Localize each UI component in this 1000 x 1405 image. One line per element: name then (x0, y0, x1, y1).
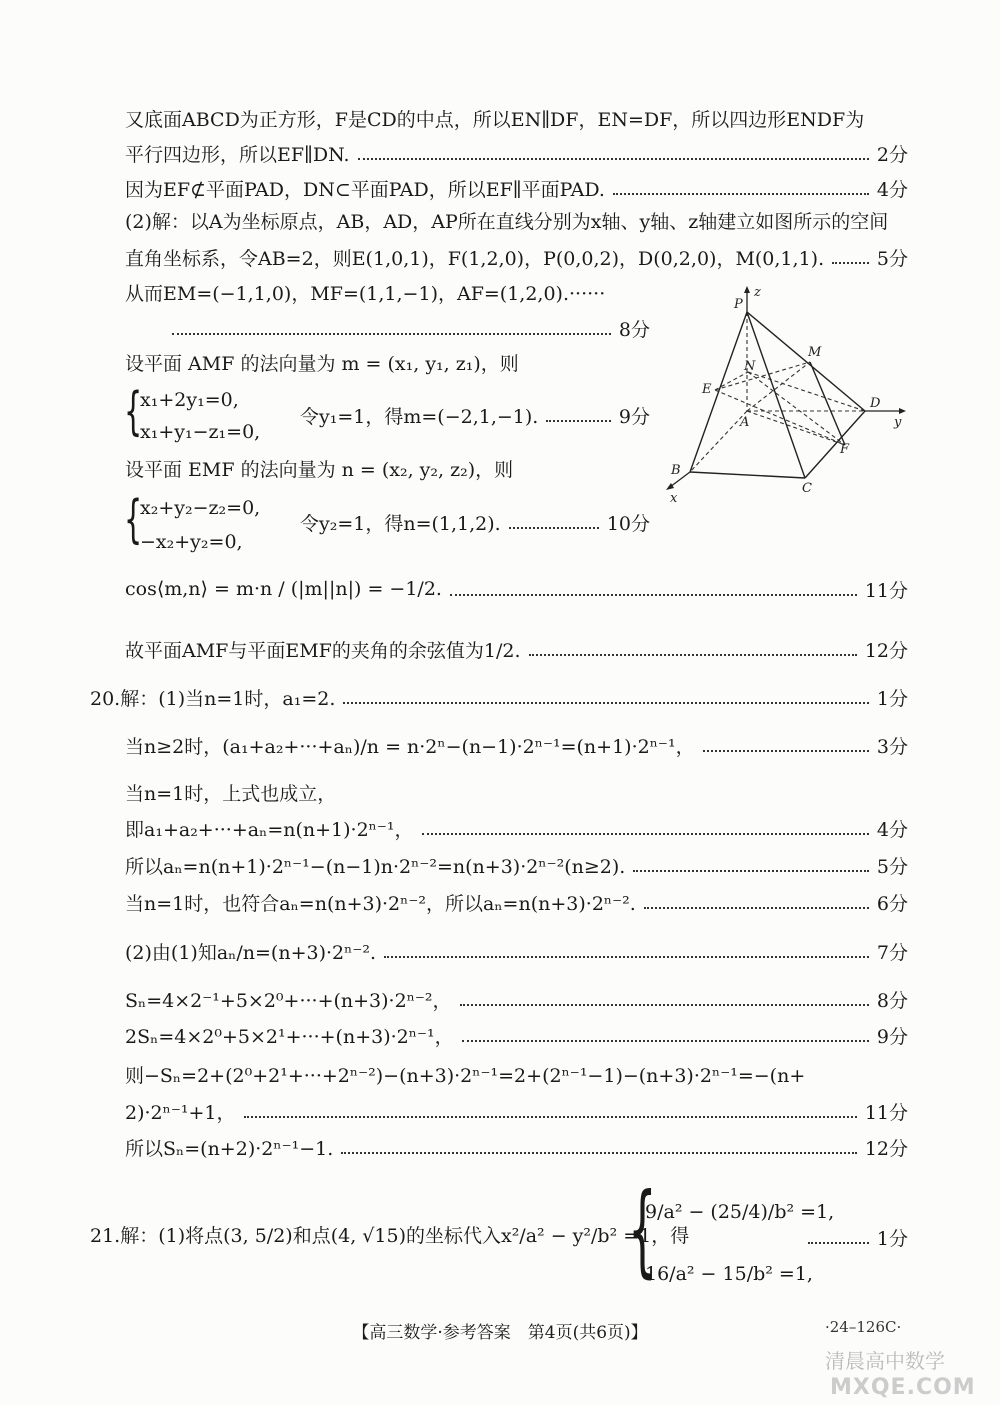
text-line: 又底面ABCD为正方形，F是CD的中点，所以EN∥DF，EN=DF，所以四边形ENDF为 (125, 109, 865, 131)
text-line: 设平面 EMF 的法向量为 n = (x₂, y₂, z₂)，则 (125, 459, 514, 481)
step-text: 当n≥2时，(a₁+a₂+···+aₙ)/n = n·2ⁿ−(n−1)·2ⁿ⁻¹=(n+1)·2ⁿ⁻¹， (125, 735, 695, 758)
leader-dots (358, 158, 869, 160)
step-text: 所以Sₙ=(n+2)·2ⁿ⁻¹−1. (125, 1137, 334, 1160)
score: 5分 (876, 855, 908, 878)
score: 4分 (876, 818, 908, 841)
svg-text:P: P (734, 297, 743, 312)
step-row (300, 402, 650, 428)
svg-text:y: y (894, 415, 902, 430)
step-text: 令y₁=1，得m=(−2,1,−1). (300, 405, 539, 428)
score: 7分 (876, 941, 908, 964)
step-row (125, 986, 908, 1012)
score: 4分 (876, 178, 908, 201)
score: 9分 (618, 405, 650, 428)
step-text: 20.解：(1)当n=1时，a₁=2. (90, 687, 336, 710)
step-row (808, 1224, 908, 1250)
step-text: 当n=1时，也符合aₙ=n(n+3)·2ⁿ⁻²，所以aₙ=n(n+3)·2ⁿ⁻². (125, 892, 636, 915)
leader-dots (384, 956, 869, 958)
step-text: 2Sₙ=4×2⁰+5×2¹+···+(n+3)·2ⁿ⁻¹， (125, 1025, 454, 1048)
equation: x₁+2y₁=0, (140, 389, 239, 411)
leader-dots (460, 1004, 869, 1006)
svg-text:F: F (840, 442, 850, 457)
pyramid-figure (660, 280, 910, 510)
step-row (125, 889, 908, 915)
leader-dots (613, 193, 869, 195)
score: 12分 (864, 639, 908, 662)
score: 1分 (876, 687, 908, 710)
leader-dots (644, 907, 869, 909)
watermark-text: 清晨高中数学 (825, 1349, 945, 1373)
step-row (125, 732, 908, 758)
leader-dots (450, 594, 857, 596)
score: 1分 (876, 1227, 908, 1250)
step-row (125, 1022, 908, 1048)
step-text: Sₙ=4×2⁻¹+5×2⁰+···+(n+3)·2ⁿ⁻²， (125, 989, 452, 1012)
leader-dots (343, 702, 869, 704)
svg-text:E: E (702, 382, 712, 397)
brace: { (124, 382, 143, 442)
score: 11分 (864, 1101, 908, 1124)
hidden-edges (690, 312, 865, 472)
step-row (172, 315, 650, 341)
score: 9分 (876, 1025, 908, 1048)
step-text: 平行四边形，所以EF∥DN. (125, 143, 350, 166)
leader-dots (244, 1116, 857, 1118)
text-line: 21.解：(1)将点(3, 5/2)和点(4, √15)的坐标代入x²/a² − y²/b² =1，得 (90, 1225, 690, 1247)
text-line: 设平面 AMF 的法向量为 m = (x₁, y₁, z₁)，则 (125, 353, 519, 375)
leader-dots (633, 870, 869, 872)
leader-dots (422, 833, 869, 835)
score: 10分 (606, 512, 650, 535)
step-text: 即a₁+a₂+···+aₙ=n(n+1)·2ⁿ⁻¹， (125, 818, 414, 841)
score: 8分 (876, 989, 908, 1012)
step-row (125, 140, 908, 166)
svg-text:N: N (744, 359, 756, 374)
x-arrow-icon (666, 483, 674, 490)
equation: −x₂+y₂=0, (140, 531, 243, 553)
y-arrow-icon (899, 408, 906, 414)
brace: { (628, 1171, 657, 1288)
step-row (125, 636, 908, 662)
svg-text:z: z (754, 285, 761, 300)
doc-code: ·24–126C· (825, 1318, 902, 1336)
equation: x₂+y₂−z₂=0, (140, 497, 261, 519)
step-row (125, 815, 908, 841)
step-row (90, 684, 908, 710)
score: 11分 (864, 579, 908, 602)
step-row (125, 576, 908, 602)
svg-text:A: A (740, 415, 750, 430)
svg-text:D: D (870, 396, 881, 411)
score: 8分 (618, 318, 650, 341)
text-line: 则−Sₙ=2+(2⁰+2¹+···+2ⁿ⁻²)−(n+3)·2ⁿ⁻¹=2+(2ⁿ⁻¹−1)−(n+3)·2ⁿ⁻¹=−(n+ (125, 1065, 806, 1087)
leader-dots (462, 1040, 869, 1042)
leader-dots (509, 527, 599, 529)
step-text: (2)由(1)知aₙ/n=(n+3)·2ⁿ⁻². (125, 941, 377, 964)
step-row (125, 938, 908, 964)
step-row (300, 509, 650, 535)
equation: 16/a² − 15/b² =1, (645, 1263, 813, 1285)
score: 2分 (876, 143, 908, 166)
step-text: 直角坐标系，令AB=2，则E(1,0,1)，F(1,2,0)，P(0,0,2)，D(0,2,0)，M(0,1,1). (125, 247, 825, 270)
leader-dots (808, 1242, 869, 1244)
text-line: (2)解：以A为坐标原点，AB，AD，AP所在直线分别为x轴、y轴、z轴建立如图所示的空间 (125, 211, 889, 233)
svg-text:C: C (802, 481, 812, 496)
step-text: 所以aₙ=n(n+1)·2ⁿ⁻¹−(n−1)n·2ⁿ⁻²=n(n+3)·2ⁿ⁻²(n≥2). (125, 855, 626, 878)
svg-text:M: M (808, 345, 822, 360)
step-text: cos⟨m,n⟩ = m·n / (|m||n|) = −1/2. (125, 578, 442, 600)
leader-dots (546, 420, 611, 422)
step-row (125, 175, 908, 201)
svg-text:x: x (670, 491, 678, 506)
step-row (125, 1134, 908, 1160)
leader-dots (529, 654, 857, 656)
step-text: 故平面AMF与平面EMF的夹角的余弦值为1/2. (125, 639, 521, 662)
text-line: 当n=1时，上式也成立， (125, 783, 337, 805)
leader-dots (832, 262, 869, 264)
z-arrow-icon (744, 286, 750, 293)
brace: { (124, 490, 143, 550)
leader-dots (172, 333, 611, 335)
score: 12分 (864, 1137, 908, 1160)
text-line: 从而EM=(−1,1,0)，MF=(1,1,−1)，AF=(1,2,0).······ (125, 283, 606, 305)
score: 5分 (876, 247, 908, 270)
watermark-url: MXQE.COM (830, 1375, 976, 1400)
step-row (125, 852, 908, 878)
score: 3分 (876, 735, 908, 758)
page-footer: 【高三数学·参考答案 第4页(共6页)】 (352, 1323, 648, 1343)
svg-text:B: B (671, 463, 681, 478)
step-text: 2)·2ⁿ⁻¹+1， (125, 1101, 236, 1124)
equation: x₁+y₁−z₁=0, (140, 421, 261, 443)
leader-dots (341, 1152, 857, 1154)
leader-dots (703, 750, 869, 752)
score: 6分 (876, 892, 908, 915)
step-text: 因为EF⊄平面PAD，DN⊂平面PAD，所以EF∥平面PAD. (125, 178, 605, 201)
step-row (125, 1098, 908, 1124)
equation: 9/a² − (25/4)/b² =1, (645, 1201, 835, 1223)
step-text: 令y₂=1，得n=(1,1,2). (300, 512, 501, 535)
visible-edges (690, 312, 865, 478)
step-row (125, 244, 908, 270)
